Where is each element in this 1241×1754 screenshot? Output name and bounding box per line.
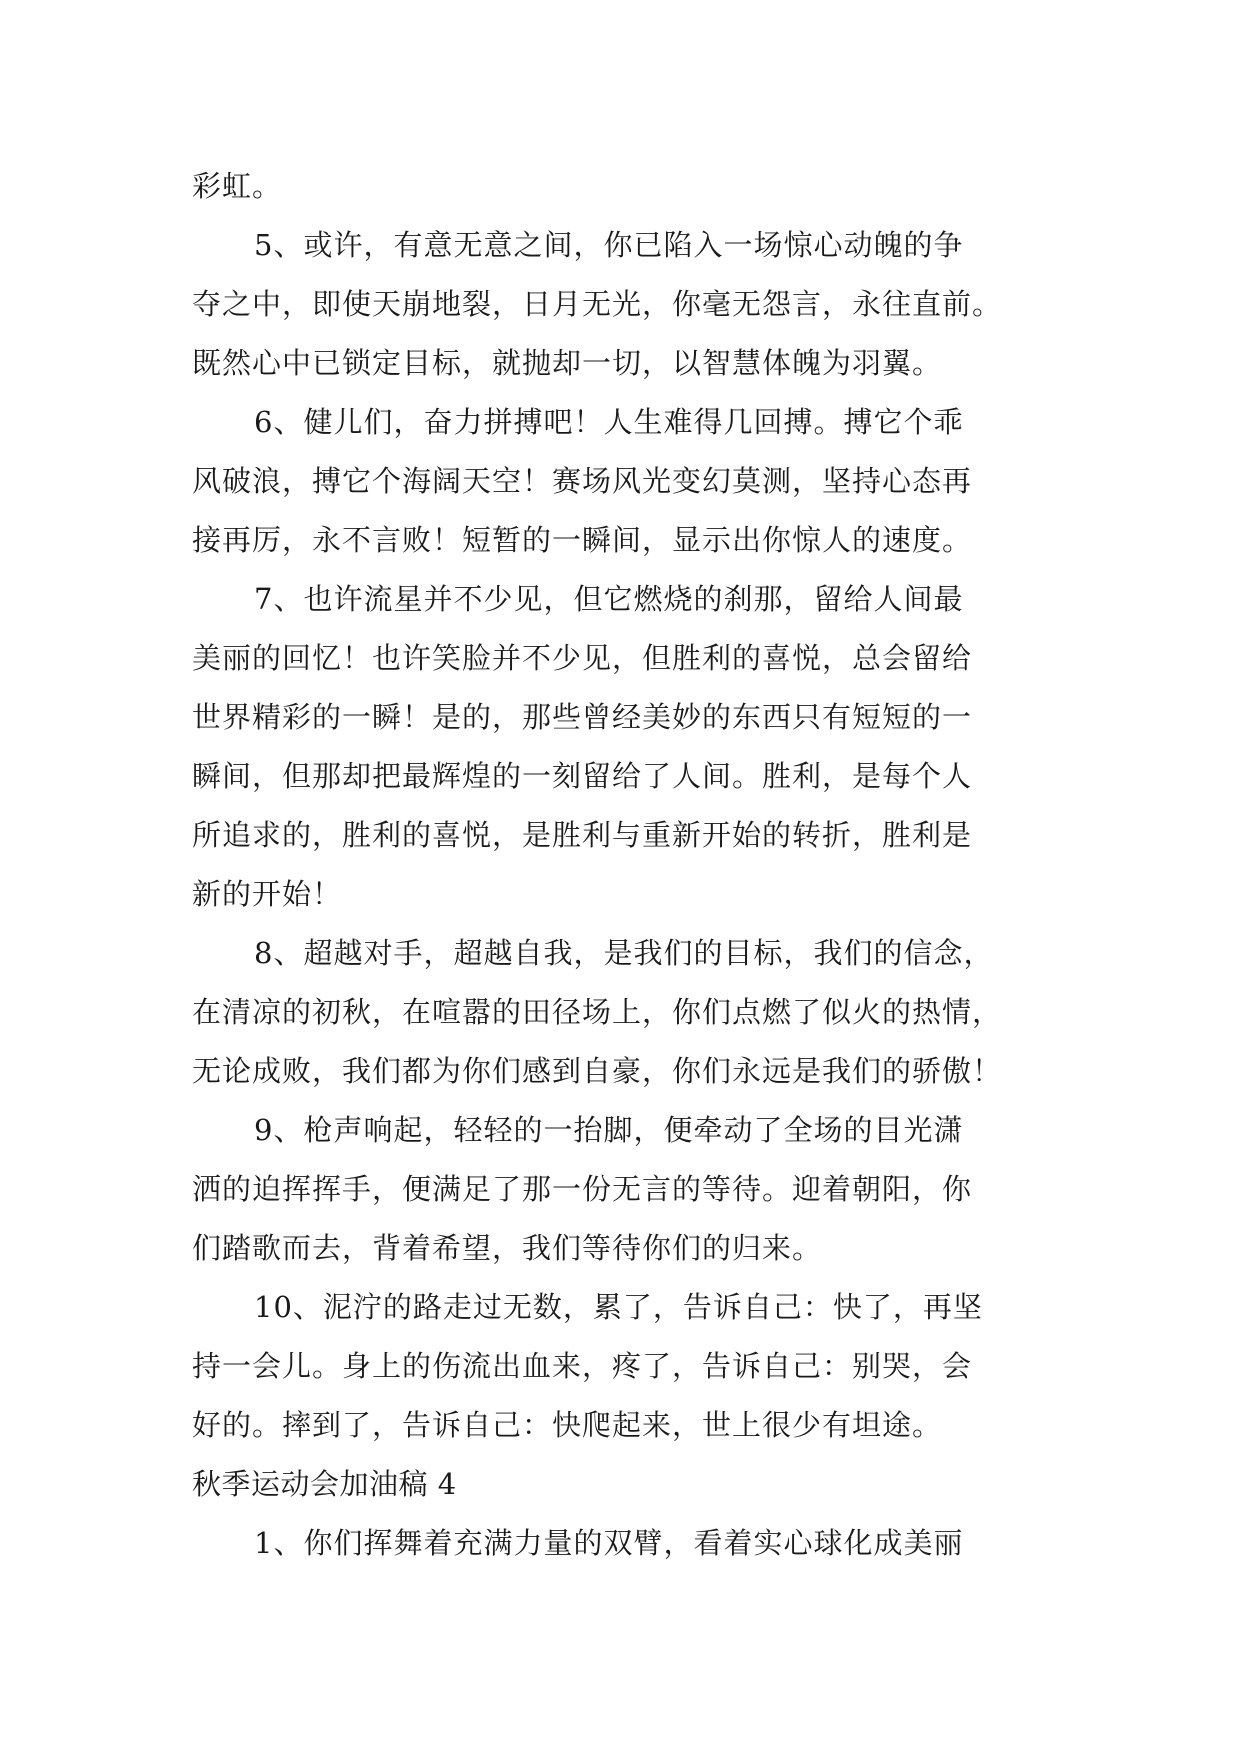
paragraph-1-start: 1、你们挥舞着充满力量的双臂，看着实心球化成美丽 — [254, 1526, 964, 1560]
paragraph-10-start: 10、泥泞的路走过无数，累了，告诉自己：快了，再坚 — [254, 1290, 983, 1324]
text-line: 持一会儿。身上的伤流出血来，疼了，告诉自己：别哭，会 — [192, 1349, 973, 1383]
paragraph-8-start: 8、超越对手，超越自我，是我们的目标，我们的信念， — [254, 936, 994, 970]
text-line: 新的开始！ — [192, 877, 343, 911]
text-line: 们踏歌而去，背着希望，我们等待你们的归来。 — [192, 1231, 823, 1265]
text-line: 接再厉，永不言败！短暂的一瞬间，显示出你惊人的速度。 — [192, 523, 973, 557]
text-line: 洒的迫挥挥手，便满足了那一份无言的等待。迎着朝阳，你 — [192, 1172, 973, 1206]
text-line: 瞬间，但那却把最辉煌的一刻留给了人间。胜利，是每个人 — [192, 759, 973, 793]
text-line: 好的。摔到了，告诉自己：快爬起来，世上很少有坦途。 — [192, 1408, 943, 1442]
paragraph-9-start: 9、枪声响起，轻轻的一抬脚，便牵动了全场的目光潇 — [254, 1113, 964, 1147]
text-line: 无论成败，我们都为你们感到自豪，你们永远是我们的骄傲！ — [192, 1054, 1003, 1088]
text-line: 美丽的回忆！也许笑脸并不少见，但胜利的喜悦，总会留给 — [192, 641, 973, 675]
text-line: 风破浪，搏它个海阔天空！赛场风光变幻莫测，坚持心态再 — [192, 464, 973, 498]
text-line: 彩虹。 — [192, 169, 283, 203]
paragraph-6-start: 6、健儿们，奋力拼搏吧！人生难得几回搏。搏它个乖 — [254, 405, 964, 439]
text-line: 所追求的，胜利的喜悦，是胜利与重新开始的转折，胜利是 — [192, 818, 973, 852]
document-body — [192, 157, 1062, 1573]
paragraph-5-start: 5、或许，有意无意之间，你已陷入一场惊心动魄的争 — [254, 228, 964, 262]
paragraph-7-start: 7、也许流星并不少见，但它燃烧的刹那，留给人间最 — [254, 582, 964, 616]
section-heading: 秋季运动会加油稿 4 — [192, 1467, 457, 1501]
text-line: 既然心中已锁定目标，就抛却一切，以智慧体魄为羽翼。 — [192, 346, 943, 380]
text-line: 世界精彩的一瞬！是的，那些曾经美妙的东西只有短短的一 — [192, 700, 973, 734]
text-line: 在清凉的初秋，在喧嚣的田径场上，你们点燃了似火的热情， — [192, 995, 1003, 1029]
text-line: 夺之中，即使天崩地裂，日月无光，你毫无怨言，永往直前。 — [192, 287, 1003, 321]
